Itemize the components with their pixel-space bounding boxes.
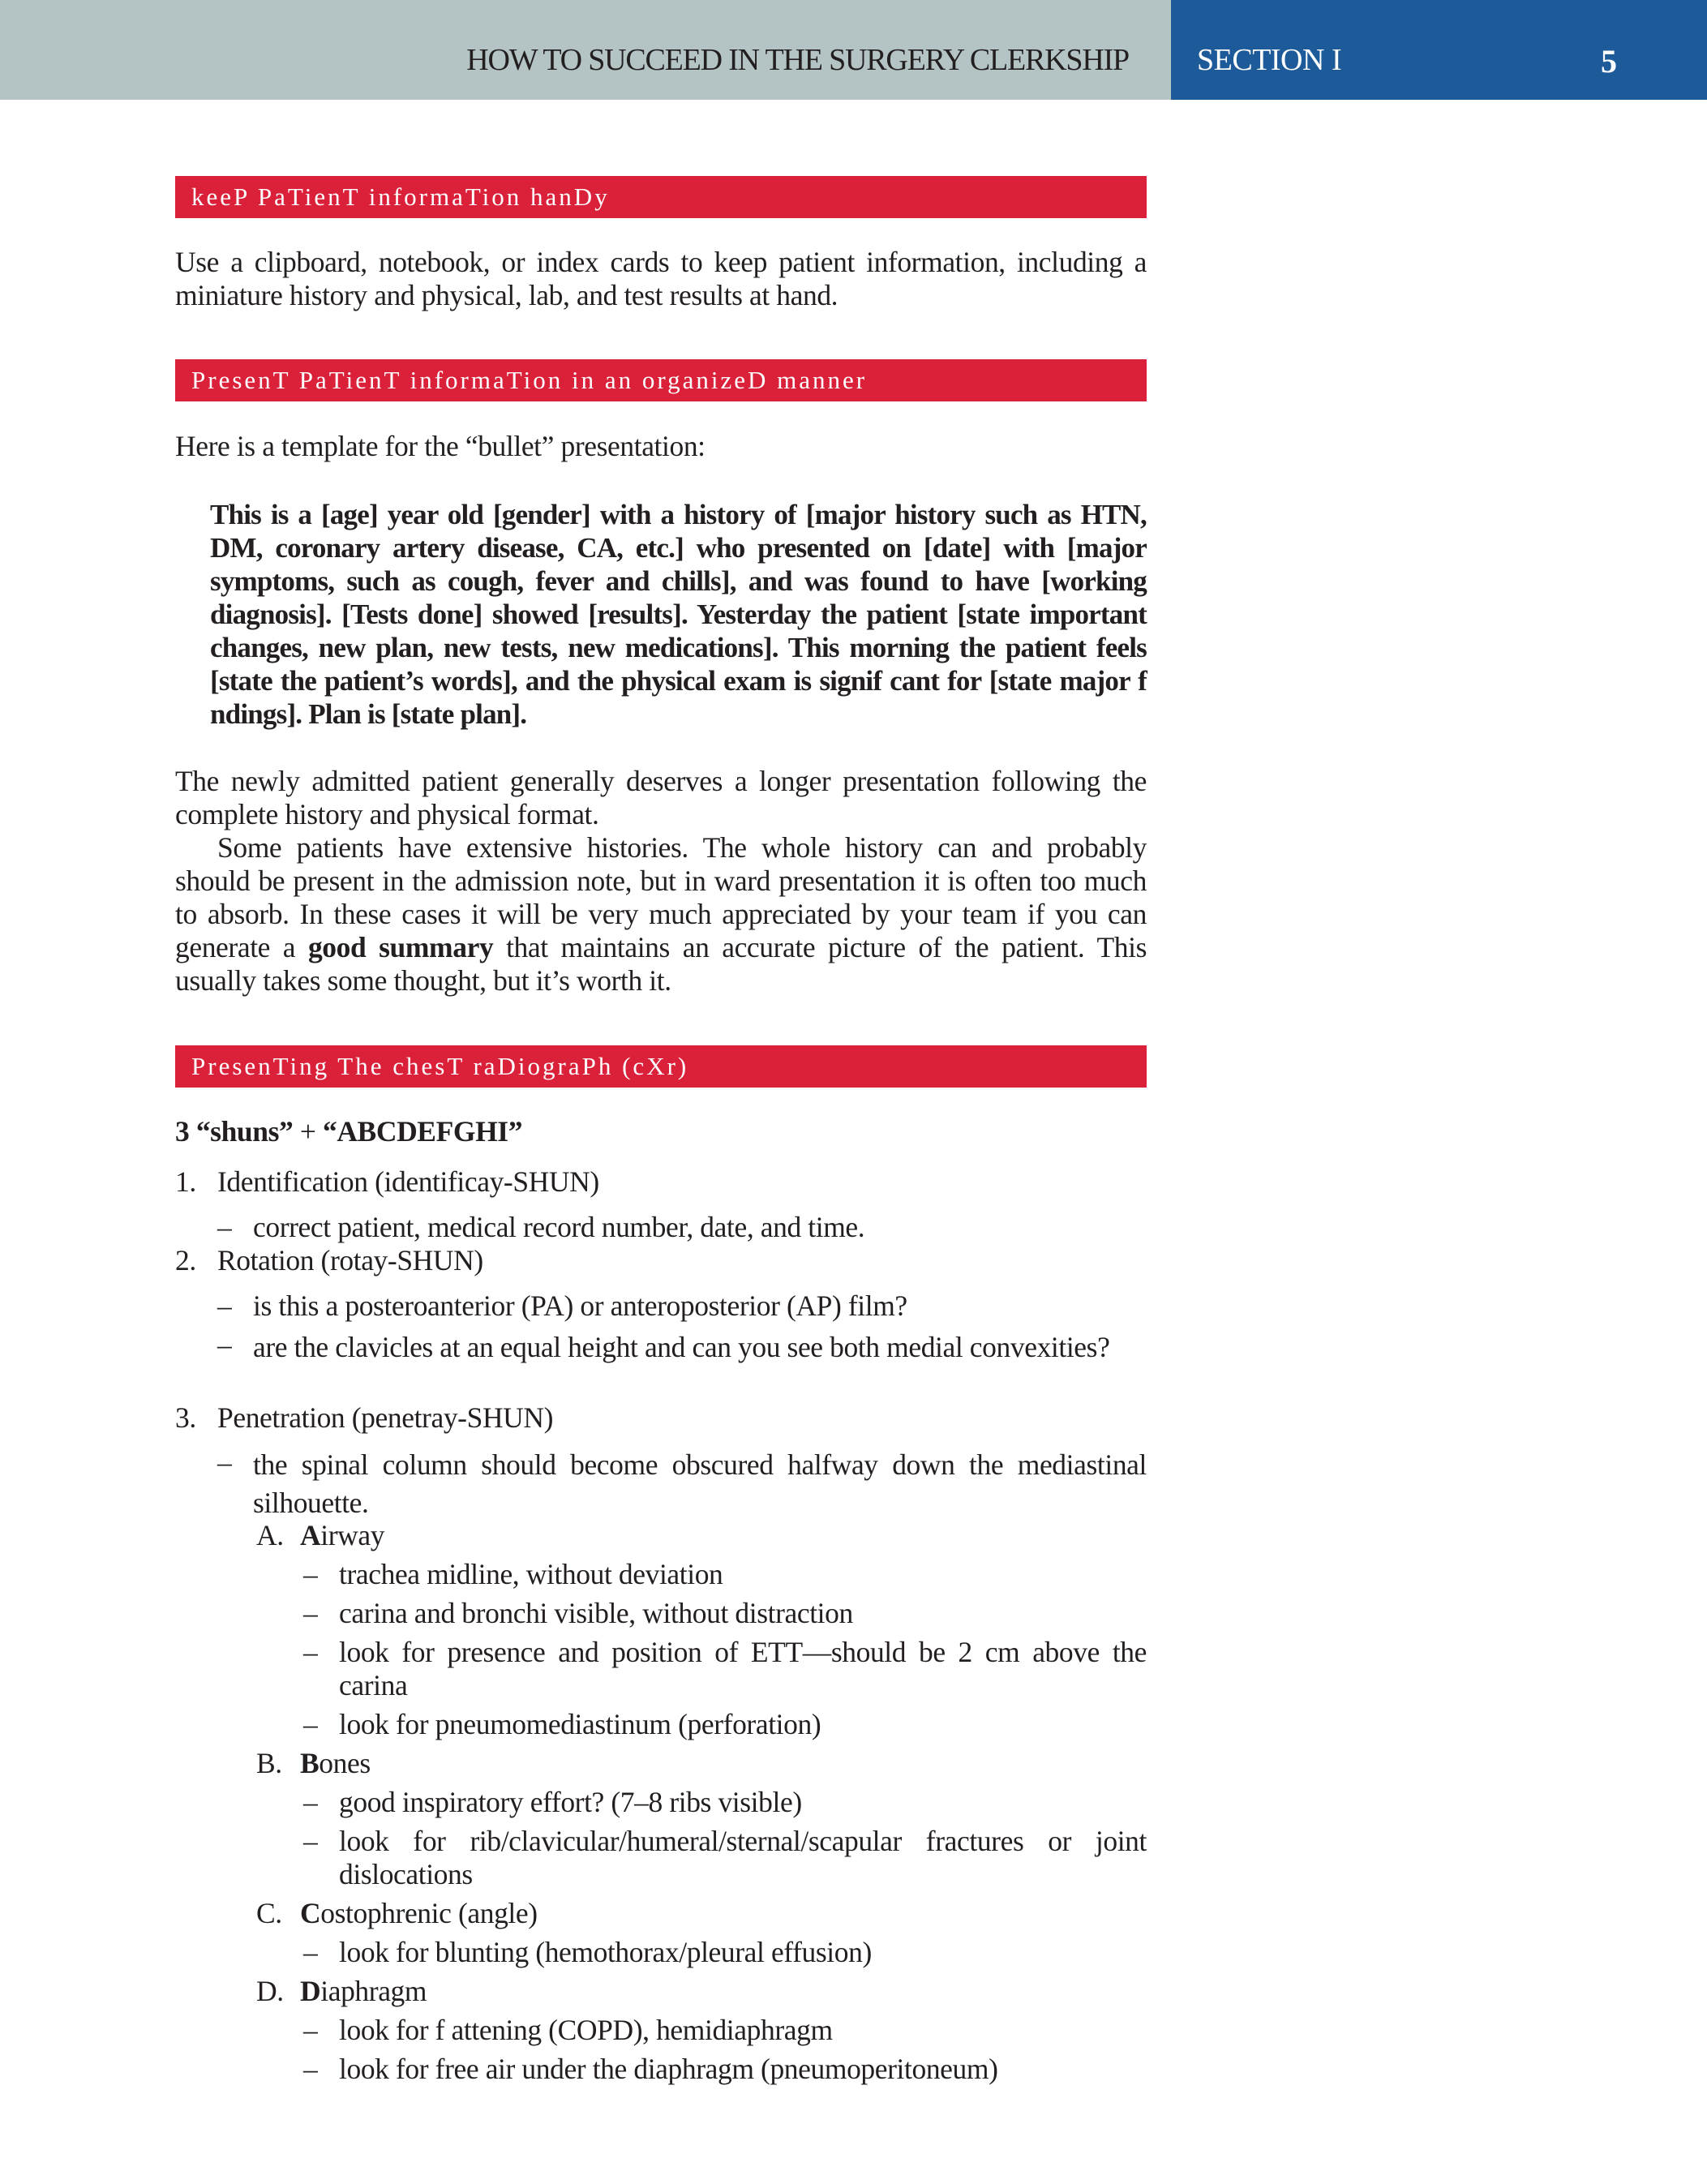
summary-paragraph: Some patients have extensive histories. The whole history can and probably should be present in the admission note, but in ward presentation it is often too much to absorb. In these cases it will be very much appreciated by your team if you can generate a good summary that maintains an accurate picture of the patient. This usually takes some thought, but it’s worth it.	[175, 831, 1147, 997]
list-item: 2. Rotation (rotay-SHUN)	[175, 1244, 483, 1277]
page-number: 5	[1601, 43, 1617, 79]
sub-item-text: look for presence and position of ETT—should be 2 cm above the carina	[339, 1636, 1147, 1701]
sub-item: –	[303, 1636, 318, 1668]
sub-item: –	[217, 1328, 232, 1361]
list-item: 3. Penetration (penetray-SHUN)	[175, 1401, 554, 1434]
letter-item-airway: A. Airway	[256, 1519, 385, 1551]
letter-item-bones: B. Bones	[256, 1747, 371, 1779]
letter-item-costophrenic: C. Costophrenic (angle)	[256, 1897, 538, 1929]
section-label: SECTION I	[1197, 43, 1342, 77]
bullet-template: This is a [age] year old [gender] with a history of [major history such as HTN, DM, coronary artery disease, CA, etc.] who presented on [date] with [major symptoms, such as cough, fever and chills], and was found to have [working diagnosis]. [Tests done] showed [results]. Yesterday the patient [state important changes, new plan, new tests, new medications]. This morning the patient feels [state the patient’s words], and the physical exam is signif cant for [state major f ndings]. Plan is [state plan].	[210, 499, 1147, 730]
sub-item: –	[217, 1446, 232, 1478]
sub-item-text: look for rib/clavicular/humeral/sternal/scapular fractures or joint dislocations	[339, 1825, 1147, 1890]
section-heading-cxr: PresenTing The chesT raDiograPh (cXr)	[175, 1045, 1147, 1088]
sub-item: – is this a posteroanterior (PA) or anteroposterior (AP) film?	[217, 1289, 907, 1322]
template-intro: Here is a template for the “bullet” presentation:	[175, 430, 706, 462]
sub-item: – good inspiratory effort? (7–8 ribs visible)	[303, 1786, 802, 1818]
sub-item: – correct patient, medical record number, date, and time.	[217, 1211, 865, 1243]
section-heading-patient-info: keeP PaTienT informaTion hanDy	[175, 176, 1147, 218]
sub-item: – look for blunting (hemothorax/pleural effusion)	[303, 1936, 872, 1968]
header-bar	[0, 0, 1171, 100]
chapter-title: HOW TO SUCCEED IN THE SURGERY CLERKSHIP	[466, 43, 1129, 77]
sub-item-text: the spinal column should become obscured halfway down the mediastinal silhouette.	[253, 1448, 1147, 1519]
section-heading-presentation: PresenT PaTienT informaTion in an organizeD manner	[175, 359, 1147, 401]
good-summary-emphasis: good summary	[307, 931, 494, 963]
sub-item-text: are the clavicles at an equal height and can you see both medial convexities?	[253, 1331, 1110, 1363]
sub-item: – carina and bronchi visible, without distraction	[303, 1597, 853, 1629]
letter-item-diaphragm: D. Diaphragm	[256, 1975, 427, 2007]
sub-item: – look for pneumomediastinum (perforation)	[303, 1708, 821, 1740]
section-tab	[1171, 0, 1707, 100]
sub-item: – look for f attening (COPD), hemidiaphragm	[303, 2014, 833, 2046]
list-item: 1. Identification (identificay-SHUN)	[175, 1165, 599, 1198]
sub-item: – trachea midline, without deviation	[303, 1558, 723, 1590]
patient-info-paragraph: Use a clipboard, notebook, or index cards to keep patient information, including a miniature history and physical, lab, and test results at hand.	[175, 246, 1147, 311]
new-patient-paragraph: The newly admitted patient generally deserves a longer presentation following the complete history and physical format.	[175, 765, 1147, 830]
sub-item: –	[303, 1825, 318, 1857]
mnemonic-line: 3 “shuns” + “ABCDEFGHI”	[175, 1115, 523, 1148]
sub-item: – look for free air under the diaphragm (pneumoperitoneum)	[303, 2053, 998, 2085]
